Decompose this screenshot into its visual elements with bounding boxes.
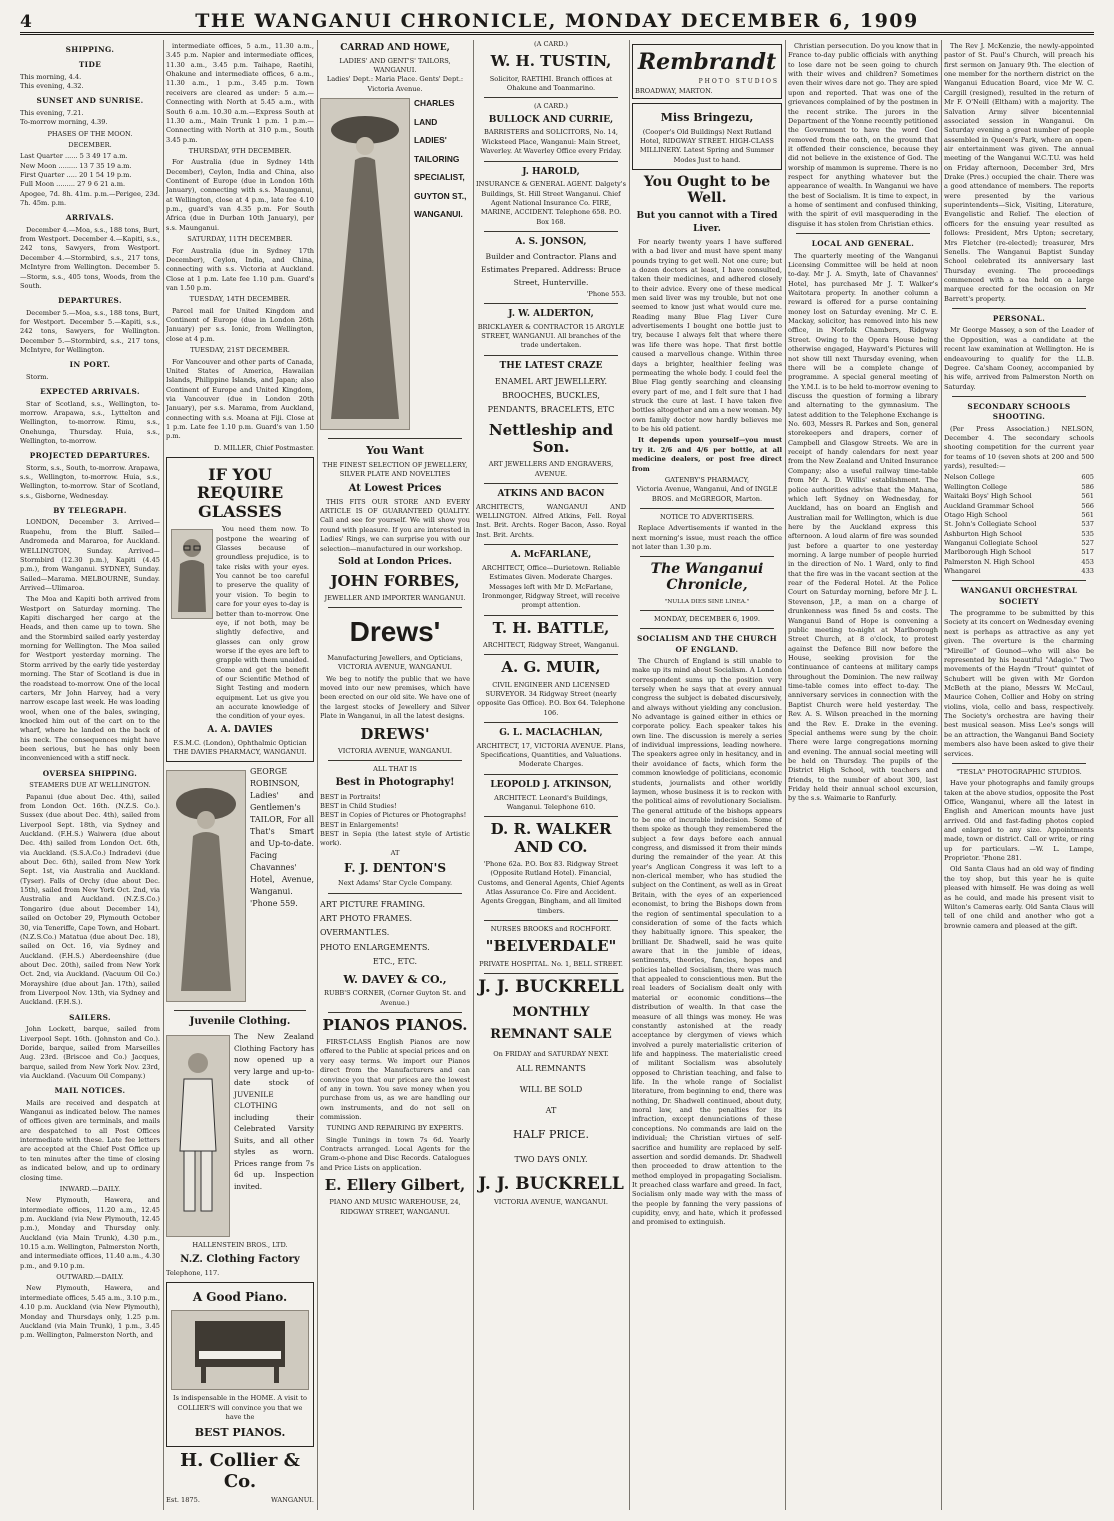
tide-line: This evening, 4.32. [20,82,84,91]
forbes-name: JOHN FORBES, [330,571,460,590]
mail-text: Mails are received and despatch at Wanganui as indicated below. The names of offices given are terminals, and mails are despatched to all Post Offices intermediate with these. Late fee letters are accepted at the Chief Post Office up to ten minutes after the time of closing as indicated below, and up to ordinary closing time. [20,1098,160,1182]
mail-heading: MAIL NOTICES. [54,1086,126,1096]
tuesday2-heading: TUESDAY, 21ST DECEMBER. [190,346,290,355]
sun-line: This evening, 7.21. [20,108,84,117]
tuesday2-text: For Vancouver and other parts of Canada, United States of America, Hawaiian Islands, Philippine Islands, and Japan; also Continent of Europe and United Kingdom, via Vancouver (due in London 20th January), per s.s. Marama, from Auckland, connecting with s.s. Moana at Fiji. Close at 1 p.m. Late fee 1.10 p.m. Guard's van 1.50 p.m. [166,357,314,441]
socialism-heading: SOCIALISM AND THE CHURCH OF ENGLAND. [637,634,777,654]
moon-month: DECEMBER. [68,140,112,149]
remnant-line: HALF PRICE. [513,1128,589,1142]
shooting-table [944,473,1094,576]
tesla-text: Have your photographs and family groups taken at the above studios, opposite the Post Office, Wanganui, where all the latest in English and American mounts have just arrived. Old and fast-fading photos copied and enlarged to any size. Appointments made, town or district. Call or write, or ring up for particulars. —W. L. Lampe, Proprietor. 'Phone 281. [944,779,1094,863]
gatenby-name: GATENBY'S PHARMACY, [664,475,750,484]
remnant-line: WILL BE SOLD [519,1084,583,1094]
rembrandt-ad [632,44,782,99]
inport-text: Storm. [26,372,49,381]
local-text: The quarterly meeting of the Wanganui Licensing Committee will be held at noon to-day. Mr J. A. Smyth, late of Chavannes' Hotel, has purchased Mr J. T. Walker's Waitotara property. In another column a reward is offered for a purse containing money lost on Saturday evening. Mr C. E. Mackay, solicitor, has removed into his new office, in Norfolk Chambers, Ridgway Street. Owing to the Opera House being otherwise engaged, Hayward's Pictures will not show till next Thursday evening, when there will be a complete change of programme. A special general meeting of the Y.M.I. is to be held to-morrow evening to discuss the question of forming a library and alternating to the gymnasium. The latest addition to the Telephone Exchange is No. 603, Messrs R. Parkes and Son, general storekeepers and drapers, corner of Campbell and Glasgow Streets. We are in receipt of handy calendars for next year from the New Zealand and United Insurance Company; also a useful railway time-table from Mr A. D. Willis' establishment. The police authorities advise that the Mahana, which left Sydney on Wednesday, for Auckland, has on board an English and Australian mail for Wellington, which is due here by the Auckland express this afternoon. A loud alarm of fire was sounded just before a quarter to one yesterday morning. A large number of people hurried in the direction of No. 1 Ward, only to find that the fire was in the vacant section at the rear of the Federal Hotel. At the Police Court on Saturday morning, before Mr J. L. Stevenson, J.P., a man on a charge of drunkenness was fined 5s and costs. The Wanganui Band of Hope is convening a public meeting to-night at Marlborough Street Church, at 8 o'clock, to protest against the Defence Bill now before the House, seeking provision for the continuance of canteens at military camps throughout the Dominion. The new railway time-table comes into effect to-day. The anniversary services in connection with the Baptist Church were held yesterday. The Rev. A. S. Wilson preached in the morning and the Rev. E. Drake in the evening. Special anthems were sung by the choir. There were large congregations morning and evening. The annual social meeting will be held on Thursday. The pupils of the District High School, with teachers and friends, to the number of about 300, last Friday held their annual school excursion, by the s.s. Waimarie to Ranfurly. [788,251,938,803]
rembrandt-address: BROADWAY, MARTON. [635,86,713,95]
remnant-text: On FRIDAY and SATURDAY NEXT. [493,1049,609,1058]
battle-text: ARCHITECT, Ridgway Street, Wanganui. [482,640,620,649]
juvenile-text: The New Zealand Clothing Factory has now opened up a very large and up-to-date stock of JUVENILE CLOTHING including their Celebrated Varsity Suits, and all other styles as worn. Prices range from 7s 6d up. Inspection invited. [234,1032,314,1191]
thursday-text: For Australia (due in Sydney 14th December), Ceylon, India and China, also Continent of Europe (due in London 16th January), connecting with s.s. Maunganui, at Wellington, close at 4 p.m., late fee 4.10 p.m., guard's van 4.35 p.m. For South Africa (due in Durban 10th January), per s.s. Maunganui. [166,158,314,232]
table-row [944,492,1094,501]
moon-heading: PHASES OF THE MOON. [47,129,133,138]
mail-continued: intermediate offices, 5 a.m., 11.30 a.m., 3.45 p.m. Napier and intermediate offices, 11.30 a.m., 3.45 p.m. Taihape, Raetihi, Ohakune and intermediate offices, 6 a.m., 11.30 a.m., 1 p.m., 3.45 p.m. Town receivers are cleared as under: 5 a.m.—Connecting with North at 5.45 a.m., with South 6 a.m. 10.30 a.m.—Express South at 11.30 a.m., Main Trunk 1 p.m. 1 p.m.—Connecting with North at 310 p.m., South 3.45 p.m. [166,42,314,144]
well-heading: You Ought to be Well. [643,174,771,207]
shooting-heading: SECONDARY SCHOOLS SHOOTING. [967,401,1071,422]
forbes-subheading: JEWELLER AND IMPORTER WANGANUI. [324,593,466,602]
photo-line: BEST in Sepia (the latest style of Artistic work). [320,830,470,848]
column-editorial [632,40,782,1510]
school-score: 561 [1081,510,1094,519]
santa-text: Old Santa Claus had an old way of finding the toy shop, but this year he is quite pleased with himself. He was doing as well as he could, and made his present visit to Wilton's Cameras early. Old Santa Claus will tell of one child and another who got a brownie camera and pleased at the gift. [944,865,1094,930]
collier-name: H. Collier & Co. [180,1450,300,1492]
school-name: Whangarei [944,567,981,576]
column-local-news [788,40,938,1510]
table-row [944,530,1094,539]
piano-text: Is indispensable in the HOME. A visit to COLLIER'S will convince you that we have the [173,1394,307,1422]
arrivals-heading: ARRIVALS. [65,213,115,223]
nurses-name: "BELVERDALE" [485,937,617,956]
collier-est: Est. 1875. [166,1496,200,1505]
moon-line: New Moon ......... 13 7 35 19 a.m. [20,161,132,170]
orchestral-heading: WANGANUI ORCHESTRAL SOCIETY [960,586,1078,606]
glasses-name: A. A. DAVIES [207,724,273,735]
school-score: 433 [1081,567,1094,576]
pianos-tuning-heading: TUNING AND REPAIRING BY EXPERTS. [326,1124,464,1133]
nz-clothing-factory: N.Z. Clothing Factory [180,1253,300,1265]
nettleship-text: ART JEWELLERS AND ENGRAVERS, AVENUE. [488,460,614,478]
alderton-name: J. W. ALDERTON, [508,308,594,319]
atkinson-name: LEOPOLD J. ATKINSON, [490,779,612,790]
school-name: Auckland Grammar School [944,501,1034,510]
nurses-heading: NURSES BROOKS and ROCHFORT. [490,924,612,933]
tide-heading: TIDE [78,60,102,70]
school-name: Nelson College [944,473,995,482]
departures-text: December 5.—Moa, s.s., 188 tons, Burt, for Westport. December 5.—Kapiti, s.s., 242 tons, Sawyers, for Wellington. December 5.—Stormbird, s.s., 217 tons, McIntyre, for Wellington. [20,308,160,355]
charles-land-ad [320,94,470,434]
juvenile-firm: HALLENSTEIN BROS., LTD. [192,1241,288,1250]
column-shipping [20,40,160,1510]
editorial-continued: Christian persecution. Do you know that in France to-day public officials with anything to lose dare not be seen going to church with their wives and children? Sometimes even their wives dare not go. They are spied upon and reported. That was one of the grievances complained of by the postmen in the recent strike. The jurors in the Department of the Yonne recently petitioned the Government to have the word God removed from the oath, on the ground that it offended their conscience, because they did not believe in the existence of God. The worship of mammon is supreme. There is no respect for anything whatever but the appearance of wealth. In Wanganui we have the best of Socialism. It is time to expect, in a home of sentiment and confused thinking, with the spirit of evil masquerading in the disguise it has stolen from Christian ethics. [788,42,938,228]
juvenile-heading: Juvenile Clothing. [189,1016,291,1028]
inport-heading: IN PORT. [69,360,111,370]
tide-line: This morning, 4.4. [20,72,82,81]
jonson-phone: 'Phone 553. [586,289,626,298]
alderton-text: BRICKLAYER & CONTRACTOR 15 ARGYLE STREET, WANGANUI. All branches of the trade undertaken. [477,322,625,350]
harold-text: INSURANCE & GENERAL AGENT. Dalgety's Buildings, St. Hill Street Wanganui. Chief Agent National Insurance Co. FIRE, MARINE, ACCIDENT. Telephone 658. P.O. Box 168. [476,180,626,226]
postmaster-signature: D. MILLER, Chief Postmaster. [214,443,314,452]
tesla-heading: "TESLA" PHOTOGRAPHIC STUDIOS. [956,767,1082,776]
card2-label: (A CARD.) [534,102,568,111]
want-sold: Sold at London Prices. [338,556,452,567]
drews-heading: Drews' [349,616,441,648]
motto: "NULLA DIES SINE LINEA." [664,598,750,605]
school-name: Ashburton High School [944,529,1022,538]
drews-sign: DREWS' [360,724,430,743]
pianos-text: FIRST-CLASS English Pianos are now offered to the Public at special prices and on very easy terms. We import our Pianos direct from the Manufacturers and can convince you that our prices are the lowest of any in town. You save money when you purchase from us, as we are handling our own instruments, and do not sell on commission. [320,1038,470,1121]
card1-label: (A CARD.) [534,40,568,48]
projected-text: Storm, s.s., South, to-morrow. Arapawa, s.s., Wellington, to-morrow. Huia, s.s., Wellington, to-morrow. Star of Scotland, s.s., Gisborne, Wednesday. [20,463,160,500]
want-heading: You Want [366,444,424,458]
rembrandt-subheading: PHOTO STUDIOS [698,78,779,86]
drews-text: Manufacturing Jewellers, and Opticians, VICTORIA AVENUE, WANGANUI. [327,654,463,672]
shooting-intro: (Per Press Association.) NELSON, December 4. The secondary schools shooting competition for the current year for teams of 10 (seven shots at 200 and 500 yards), resulted:— [944,424,1094,471]
want-prices: At Lowest Prices [348,482,442,494]
saturday-heading: SATURDAY, 11TH DECEMBER. [187,235,293,244]
projected-heading: PROJECTED DEPARTURES. [29,451,151,461]
rembrandt-logo: Rembrandt [637,49,777,75]
notice-heading: NOTICE TO ADVERTISERS. [659,512,755,521]
maclachlan-name: G. L. MACLACHLAN, [499,728,603,738]
bringezu-text: (Cooper's Old Buildings) Next Rutland Hotel, RIDGWAY STREET. HIGH-CLASS MILLINERY. Latest Spring and Summer Modes Just to hand. [639,127,775,164]
card1-text: Solicitor, RAETIHI. Branch offices at Ohakune and Toanmarino. [489,74,613,92]
nz-phone: Telephone, 117. [166,1269,220,1278]
glasses-firm: THE DAVIES PHARMACY, WANGANUI. [173,747,307,756]
battle-name: T. H. BATTLE, [492,618,610,637]
table-row [944,558,1094,567]
personal-text: Mr George Massey, a son of the Leader of the Opposition, was a candidate at the recent law examination at Wellington. He is endeavouring to qualify for the LL.B. Degree. Ca'sham Cooney, accompanied by his wife, arrived from Palmerston North on Saturday. [944,326,1094,391]
table-row [944,567,1094,576]
charles-land-text: CHARLES LAND LADIES' TAILORING SPECIALIST, GUYTON ST., WANGANUI. [414,98,467,220]
drews-address: VICTORIA AVENUE, WANGANUI. [337,746,453,755]
masthead-title: THE WANGANUI CHRONICLE, MONDAY DECEMBER 6, 1909 [195,10,919,32]
man-with-glasses-illustration [171,529,213,619]
tuesday-heading: TUESDAY, 14TH DECEMBER. [189,295,291,304]
tuesday-text: Parcel mail for United Kingdom and Continent of Europe (due in London 26th January) per s.s. Ionic, from Wellington, close at 4 p.m. [166,306,314,343]
outward-heading: OUTWARD.—DAILY. [56,1273,124,1282]
school-name: Wanganui Collegiate School [944,538,1038,547]
shipping-heading: SHIPPING. [65,45,115,54]
card1-name: W. H. TUSTIN, [490,52,612,71]
tailor-depts: Ladies' Dept.: Maria Place. Gents' Dept.: Victoria Avenue. [326,75,464,93]
davey-name: W. DAVEY & CO., [343,972,447,986]
walker-text: 'Phone 62a. P.O. Box 83. Ridgway Street (Opposite Rutland Hotel). Financial, Customs, and General Agents, Chief Agents Atlas Assurance Co. Fire and Accident. Agents Greggan, Bingham, and all limited timbers. [477,859,625,915]
school-score: 561 [1081,492,1094,501]
news-text: The Rev J. McKenzie, the newly-appointed pastor of St. Paul's Church, will preach his first sermon on January 9th. The election of one member for the northern district on the Wanganui Education Board, vice Mr W. C. Cargill (resigned), resulted in the return of Mr F. O'Neill (Eltham) with a majority. The Salvation Army silver bicentennial associated session in Wanganui. On Saturday evening a great number of people assembled in Queen's Park, where an open-air entertainment was given. The annual meeting of the Wanganui W.C.T.U. was held on Friday afternoon, December 3rd, Mrs Drake (Pres.) occupied the chair. There was a good attendance of members. The reports were presented by the various superintendents—Sick, Visiting, Literature, Evangelistic and Relief. The election of officers for the ensuing year resulted as follows: President, Mrs Upton; secretary, Mrs Fletcher (re-elected); treasurer, Mrs Senells. The Wanganui Baptist Sunday School celebrated its anniversary last Thursday evening. The proceedings commenced with a tea held on a large marquee erected for the occasion on Mr Barrett's property. [944,42,1094,303]
well-subheading: But you cannot with a Tired Liver. [636,211,778,235]
remnant-heading: MONTHLY REMNANT SALE [490,1004,612,1042]
shipping-news-text: The Moa and Kapiti both arrived from Westport on Saturday morning. The Kapiti discharged her cargo at the Heads, and then came up to town. She and the Stormbird sailed early yesterday morning for Wellington. The Moa sailed for Westport yesterday morning. The Storm arrived by the early tide yesterday morning. The Star of Scotland is due in the roadstead to-morrow. One of the local carters, Mr John Harvey, had a very narrow escape last week. He was loading wool, when one of the bales, swinging, knocked him out of the cart on to the wharf, where he landed on the back of his neck. The consequences might have been serious, but he has only been inconvenienced with a stiff neck. [20,595,160,763]
framing-line: ART PHOTO FRAMES. [320,913,413,923]
expected-text: Star of Scotland, s.s., Wellington, to-morrow. Arapawa, s.s., Lyttelton and Wellington, to-morrow. Rimu, s.s., Onehunga, Thursday. Huia, s.s., Wellington, to-morrow. [20,399,160,445]
page-number: 4 [20,12,32,32]
telegraph-heading: BY TELEGRAPH. [53,506,127,516]
boy-sailor-suit-illustration [166,1035,230,1237]
overseas-heading: OVERSEA SHIPPING. [42,768,138,778]
remnant-line: AT [545,1105,557,1115]
school-score: 535 [1081,529,1094,538]
school-score: 537 [1081,520,1094,529]
table-row [944,473,1094,482]
want-text: THE FINEST SELECTION OF JEWELLERY, SILVER PLATE AND NOVELTIES [322,460,468,479]
robinson-ad [166,766,314,1006]
school-name: Marlborough High School [944,548,1031,557]
buckrell-address: VICTORIA AVENUE, WANGANUI. [493,1198,609,1207]
moon-line: Apogee, 7d. 8h. 41m. p.m.—Perigee, 23d. 7h. 45m. p.m. [20,189,160,208]
column-mails-ads [166,40,314,1510]
lady-gown-illustration [320,98,410,430]
school-name: St. John's Collegiate School [944,520,1037,529]
thursday-heading: THURSDAY, 9TH DECEMBER. [188,146,292,155]
piano-ad [166,1282,314,1447]
atkins-name: ATKINS AND BACON [497,488,605,499]
jonson-name: A. S. JONSON, [515,237,587,248]
mcfarlane-name: A. McFARLANE, [510,550,592,561]
expected-heading: EXPECTED ARRIVALS. [40,387,140,397]
saturday-text: For Australia (due in Sydney 17th December), Ceylon, India, and China, connecting with s.s. Victoria at Auckland. Close at 1 p.m. Late fee 1.10 p.m. Guard's van 1.50 p.m. [166,246,314,292]
moon-line: First Quarter ..... 20 1 54 19 p.m. [20,170,132,179]
remnant-line: TWO DAYS ONLY. [514,1155,588,1165]
photo-line: BEST in Enlargements! [320,820,399,829]
school-name: Waitaki Boys' High School [944,492,1032,501]
personal-heading: PERSONAL. [992,314,1046,324]
departures-heading: DEPARTURES. [58,296,122,306]
gilbert-subheading: PIANO AND MUSIC WAREHOUSE, 24, RIDGWAY STREET, WANGANUI. [329,1198,461,1216]
table-row [944,539,1094,548]
table-row [944,502,1094,511]
buckrell-name: J. J. BUCKRELL [478,976,624,997]
table-row [944,520,1094,529]
school-score: 566 [1081,501,1094,510]
moon-line: Last Quarter ...... 5 3 49 17 a.m. [20,152,128,161]
school-score: 586 [1081,482,1094,491]
denton-name: F. J. DENTON'S [344,861,446,876]
photo-line: BEST in Portraits! [320,792,381,801]
craze-text: ENAMEL ART JEWELLERY. BROOCHES, BUCKLES, PENDANTS, BRACELETS, ETC [487,376,615,415]
robinson-text: GEORGE ROBINSON, Ladies' and Gentlemen's TAILOR, For all That's Smart and Up-to-date. Facing Chavannes' Hotel, Avenue, Wanganui. [250,767,314,897]
column-news-7 [944,40,1094,1510]
remnant-line: ALL REMNANTS [516,1064,586,1074]
well-text: For nearly twenty years I have suffered with a bad liver and must have spent many pounds trying to get well. Not one cure; but a dozen doctors at least, I have consulted, taken their medicines, and adhered closely to their advice. Every one of these medical men said liver was my trouble, but not one seemed to know just what would cure me. Reading many Blue Flag Liver Cure advertisements I bought one bottle just to try, because I always felt that where there was life there was hope. That first bottle caused a marvellous change. Within three days a brighter, healthier feeling was permeating the whole body. I could feel the Blue Flag gently searching and cleansing every part of me, and I felt sure that I had struck the cure at last. I have taken five bottles altogether and am a new woman. My own family doctor now hardly believes me to be his old patient. [632,237,782,434]
glasses-quals: F.S.M.C. (London), Ophthalmic Optician [173,738,307,747]
card2-name: BULLOCK AND CURRIE, [488,114,614,125]
gatenby-text: Victoria Avenue, Wanganui, And of INGLE BROS. and McGREGOR, Marton. [636,485,778,503]
inward-text: New Plymouth, Hawera, and intermediate offices, 11.20 a.m., 12.45 p.m. Auckland (via New Plymouth, 12.45 p.m.), Monday and Thursday only. Auckland (via Main Trunk), 4.30 p.m., 10.15 a.m. Wellington, Palmerston North, and intermediate offices, 11.40 a.m., 4.30 p.m., and 9.10 p.m. [20,1196,160,1270]
inward-heading: INWARD.—DAILY. [59,1184,121,1193]
notice-text: Replace Advertisements if wanted in the next morning's issue, must reach the office not later than 1.30 p.m. [632,524,782,552]
atkinson-text: ARCHITECT. Leonard's Buildings, Wanganui. Telephone 610. [494,793,608,811]
juvenile-ad [166,1031,314,1241]
davey-subheading: RUBB'S CORNER, (Corner Guyton St. and Avenue.) [324,989,466,1007]
dateline: MONDAY, DECEMBER 6, 1909. [653,614,761,623]
overseas-text: Papanui (due about Dec. 4th), sailed from London Oct. 16th. (N.Z.S. Co.). Sussex (due about Dec. 4th), sailed from Liverpool Sept. 18th, via Sydney and Auckland. (F.H.S.) Waiwera (due about Dec. 4th) sailed from London Oct. 6th, via Auckland. (S.S.A.Co.) Indradevi (due about Dec. 6th), sailed from New York Sept. 1st, via Australia and Auckland. (Tyser). Falls of Orchy (due about Dec. 15th), sailed from New York Oct. 2nd, via Australia and Auckland. (N.Z.S.Co.) Tongariro (due about December 14), sailed on October 29, Plymouth October 30, via Teneriffe, Cape Town, and Hobart. (N.Z.S.Co.) Matatua (due about Dec. 18), sailed on Oct. 16, via Sydney and Auckland. (F.H.S.) Aberdeenshire (due about Dec. 20th), sailed from New York Oct. 2nd, via Auckland. (Vacuum Oil Co.) Morayshire (due about Jan. 17th), sailed from Liverpool Nov. 13th, via Sydney and Auckland. (F.H.S.). [20,792,160,1007]
framing-line: ETC., ETC. [372,957,418,967]
table-row [944,483,1094,492]
arrivals-text: December 4.—Moa, s.s., 188 tons, Burt, from Westport. December 4.—Kapiti, s.s., 242 tons, Sawyers, from Westport. December 4.—Stormbird, s.s., 217 tons, McIntyre from Wellington. December 5.—Storm, s.s., 405 tons, Woods, from the South. [20,225,160,290]
overseas-subheading: STEAMERS DUE AT WELLINGTON. [29,781,151,790]
lady-hat-illustration [166,770,246,1002]
school-score: 527 [1081,538,1094,547]
sailers-text: John Lockett, barque, sailed from Liverpool Sept. 16th. (Johnston and Co.). Doride, barque, sailed from Marseilles Aug. 23rd. (Briscoe and Co.) Jacques, barque, sailed from New York Nov. 23rd, via Auckland. (Vacuum Oil Company.) [20,1025,160,1080]
moon-line: Full Moon ......... 27 9 6 21 a.m. [20,180,126,189]
sailers-heading: SAILERS. [69,1012,111,1022]
table-row [944,511,1094,520]
tailor-heading: CARRAD AND HOWE, [340,43,450,53]
school-name: Otago High School [944,510,1008,519]
school-name: Palmerston N. High School [944,557,1035,566]
orchestral-text: The programme to be submitted by this Society at its concert on Wednesday evening next is perhaps as attractive as any yet given. The overture is the charming "Mireille" of Gounod—who will also be represented by his beautiful "Adagio." Two movements of the Haydn "Trout" quintet of Schubert will be given with Mr Gordon McBeth at the piano, Messrs W. McCaul, Maurice Cohen, Collier and Hoby on string violins, viola, cello and bass, respectively. The Society's orchestra are having their best musical season. Miss Lee's songs will be an attraction, the Wanganui Band Society members also have been asked to give their services. [944,609,1094,758]
piano-illustration [171,1310,309,1390]
photo-intro: ALL THAT IS [373,765,417,774]
tailor-subheading: LADIES' AND GENT'S' TAILORS, WANGANUI. [339,56,451,75]
buckrell-name-2: J. J. BUCKRELL [478,1173,624,1194]
harold-name: J. HAROLD, [522,166,580,177]
bringezu-ad [632,103,782,170]
mcfarlane-text: ARCHITECT, Office—Durietown. Reliable Estimates Given. Moderate Charges. Messages left with Mr D. McFarlane, Ironmonger, Ridgway Street, will receive prompt attention. [481,563,621,610]
socialism-text: The Church of England is still unable to make up its mind about Socialism. A London correspondent sums up the position very tersely when he says that at every annual congress the subject is debated discursively, and always without yielding any conclusion. No advantage is gained either in ethics or corporate policy. Each speaker takes his own line. The discussion is merely a series of individual impressions, leading nowhere. The speakers agree only in hesitancy, and in their avoidance of facts, which form the common knowledge of politicians, economic students, journalists and other worldly laymen, whose business it is to reckon with the political aims of revolutionary Socialism. The general attitude of the bishops appears to be one of incurable indecision. Some of them spoke as though they remembered the subject a few days before each annual congress, and dismissed it from their minds during the remainder of the year. At this year's Anglican Congress it was left to a non-clerical member, who has studied the subject on the Continent, as well as in Great Britain, with the eyes of an experienced economist, to bring the Bishops down from the region of sentimental speculation to a consideration of some of the facts which they habitually ignore. This speaker, the brilliant Dr. Shadwell, said he was quite aware that in the jumble of ideas, sentiments, theories, fancies, hopes and policies labelled Socialism, there was much that appealed to conscientious men. But the real leaders of Socialism dealt only with material or economic conditions—the distribution of wealth. In that case the measure of all things was money. He was constantly astonished at the ready acceptance by clergymen of views which involved a purely materialistic criterion of life and happiness. The materialistic creed of militant Socialism was absolutely opposed to Christian teaching, and false to life. In the whole range of Socialist literature, from beginning to end, there was nothing, Dr. Shadwell continued, about duty, moral law, and the penalties for its infraction, except denunciations of these conceptions. No commands are laid on the individual; the Christian virtues of self-sacrifice and humility are replaced by self-assertion and sordid demands. Dr. Shadwell then proceeded to draw attention to the method employed in propagating Socialism. It preached class warfare and greed. In fact, Socialism only made way with the mass of the people by fanning the very passions of cupidity, envy, and hate, which it professed and promised to extinguish. [632,656,782,1227]
robinson-phone: 'Phone 559. [250,899,298,909]
framing-line: ART PICTURE FRAMING. [320,899,426,909]
piano-best: BEST PIANOS. [194,1425,286,1439]
photo-line: BEST in Child Studies! [320,802,397,811]
craze-heading: THE LATEST CRAZE [499,360,603,371]
nurses-text: PRIVATE HOSPITAL. No. 1, BELL STREET. [479,959,623,968]
atkins-text: ARCHITECTS, WANGANUI AND WELLINGTON. Alfred Atkins, Fell. Royal Inst. Brit. Archts. Roger Bacon, Asso. Royal Inst. Brit. Archts. [476,502,626,539]
photo-line: BEST in Copies of Pictures or Photographs! [320,811,467,820]
masthead [20,6,1094,35]
jonson-text: Builder and Contractor. Plans and Estimates Prepared. Address: Bruce Street, Hunterville. [481,251,621,287]
photo-heading: Best in Photography! [335,777,455,789]
piano-heading: A Good Piano. [192,1290,288,1305]
outward-text: New Plymouth, Hawera, and intermediate offices, 5.45 a.m., 3.10 p.m., 4.10 p.m. Auckland (via New Plymouth), Monday and Thursdays only, 1.25 p.m. Auckland (via Main Trunk), 1 p.m., 3.45 p.m. Wellington, Palmerston North, and [20,1284,160,1340]
photo-at: AT [390,848,400,857]
school-name: Wellington College [944,482,1008,491]
table-row [944,548,1094,557]
framing-line: PHOTO ENLARGEMENTS. [320,942,430,952]
nameplate: The Wanganui Chronicle, [650,561,764,594]
muir-text: CIVIL ENGINEER AND LICENSED SURVEYOR. 34 Ridgway Street (nearly opposite Gas Office). P.O. Box 64. Telephone 106. [477,680,625,717]
school-score: 517 [1081,548,1094,557]
framing-line: OVERMANTLES. [320,928,390,938]
collier-town: WANGANUI. [270,1496,314,1505]
telegraph-text: LONDON, December 3. Arrived—Ruapehu, from the Bluff. Sailed—Andromeda and Mararoa, for Auckland. WELLINGTON, Sunday. Arrived—Stormbird (12.30 p.m.), Kapiti (4.45 p.m.), from Wanganui. SYDNEY, Sunday. Sailed—Marama. MELBOURNE, Sunday. Arrived—Ulimaroa. [20,518,160,592]
school-score: 453 [1081,557,1094,566]
nettleship-name: Nettleship and Son. [488,420,614,456]
glasses-text: You need them now. To postpone the wearing of Glasses because of groundless prejudice, is to take risks with your eyes. You cannot be too careful to preserve the quality of your vision. To begin to care for your eyes to-day is better than to-morrow. One eye, if not both, may be slightly defective, and glasses can only grow worse if the eyes are left to grapple with them unaided. Come and get the benefit of our Scientific Method of Sight Testing and modern equipment. Let us give you an accurate knowledge of the condition of your eyes. [216,525,309,721]
pianos-heading: PIANOS PIANOS. [322,1015,468,1034]
school-score: 605 [1081,473,1094,482]
maclachlan-text: ARCHITECT, 17, VICTORIA AVENUE. Plans, Specifications, Quantities, and Valuations. Moderate Charges. [476,741,626,769]
walker-name: D. R. WALKER AND CO. [490,820,612,856]
glasses-headline: IF YOU REQUIRE GLASSES [196,465,284,521]
sun-heading: SUNSET AND SUNRISE. [36,96,144,106]
drews-body: We beg to notify the public that we have moved into our new premises, which have been erected on our old site. We have one of the largest stocks of Jewellery and Silver Plate in Wanganui, in all the latest designs. [320,674,470,721]
card2-text: BARRISTERS and SOLICITORS, No. 14, Wicksteed Place, Wanganui: Main Street, Waverley. At Waverley Office every Friday. [480,128,622,156]
glasses-ad [166,457,314,762]
muir-name: A. G. MUIR, [501,658,601,677]
well-price: It depends upon yourself—you must try it. 2/6 and 4/6 per bottle, at all medicine dealers, or post free direct from [632,436,782,473]
denton-subheading: Next Adams' Star Cycle Company. [337,879,453,888]
column-cards [476,40,626,1510]
bringezu-name: Miss Bringezu, [660,111,754,125]
pianos-tuning-text: Single Tunings in town 7s 6d. Yearly Contracts arranged. Local Agents for the Gram-o-phone and Disc Records. Catalogues and Price Lists on application. [320,1135,470,1172]
want-body: THIS FITS OUR STORE AND EVERY ARTICLE IS OF GUARANTEED QUALITY. Call and see for yourself. We will show you round with pleasure. If you are interested in Ladies' Rings, we can surprise you with our selection—manufactured in our workshop. [320,497,470,553]
sun-line: To-morrow morning, 4.39. [20,118,108,127]
local-heading: LOCAL AND GENERAL. [811,239,915,249]
column-ads-3 [320,40,470,1510]
gilbert-name: E. Ellery Gilbert, [324,1176,466,1195]
